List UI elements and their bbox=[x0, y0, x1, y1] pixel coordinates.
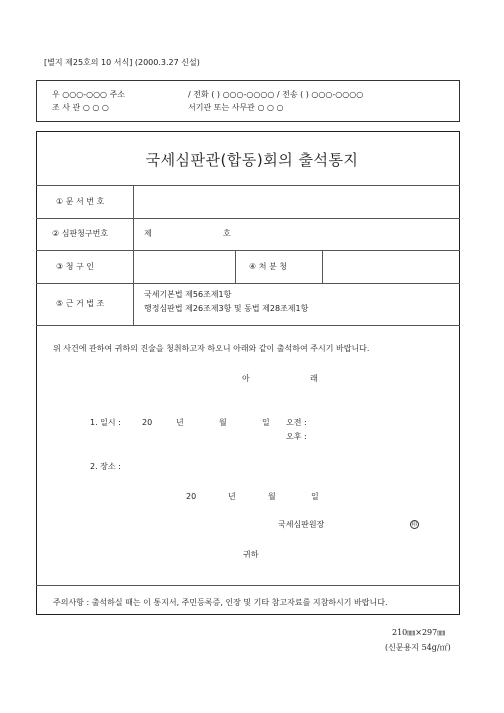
seal-character: 印 bbox=[411, 521, 418, 528]
row-divider bbox=[36, 325, 460, 326]
recipient: 귀하 bbox=[243, 550, 259, 559]
notice-intro: 위 사건에 관하여 귀하의 진술을 청취하고자 하오니 아래와 같이 출석하여 주시기 바랍니다. bbox=[53, 344, 370, 353]
datetime-label: 1. 일시 : bbox=[90, 418, 121, 427]
issue-day: 일 bbox=[311, 492, 319, 501]
sender-address: 우 ○○○-○○○ 주소 bbox=[52, 90, 126, 99]
datetime-day: 일 bbox=[262, 418, 270, 427]
place-label: 2. 장소 : bbox=[90, 462, 121, 471]
below-heading-b: 래 bbox=[310, 374, 318, 383]
disposer-label: ④ 처 분 청 bbox=[249, 262, 287, 271]
row-divider bbox=[36, 218, 460, 219]
sender-box bbox=[36, 80, 460, 122]
legal-basis-label: ⑤ 근 거 법 조 bbox=[56, 299, 105, 308]
issue-year-prefix: 20 bbox=[186, 492, 197, 501]
legal-basis-line1: 국세기본법 제56조제1항 bbox=[144, 290, 232, 299]
cell-divider bbox=[322, 250, 323, 283]
claim-number-label: ② 심판청구번호 bbox=[52, 229, 109, 238]
datetime-year: 년 bbox=[176, 418, 184, 427]
row-divider bbox=[36, 250, 460, 251]
notice-divider bbox=[36, 585, 460, 586]
signer-name: 국세심판원장 bbox=[278, 520, 325, 529]
cell-divider bbox=[235, 250, 236, 283]
legal-basis-line2: 행정심판법 제26조제3항 및 동법 제28조제1항 bbox=[144, 304, 309, 313]
row-divider bbox=[36, 185, 460, 186]
label-column-divider bbox=[133, 185, 134, 325]
paper-spec: (신문용지 54g/㎡) bbox=[385, 643, 451, 652]
datetime-year-prefix: 20 bbox=[142, 418, 153, 427]
claimant-label: ③ 청 구 인 bbox=[56, 262, 94, 271]
caution-notice: 주의사항 : 출석하실 때는 이 통지서, 주민등록증, 인장 및 기타 참고자료를 지참하시기 바랍니다. bbox=[53, 598, 388, 607]
datetime-month: 월 bbox=[219, 418, 227, 427]
claim-number-prefix: 제 bbox=[144, 229, 152, 238]
sender-officer: 서기관 또는 사무관 ○ ○ ○ bbox=[188, 103, 284, 112]
below-heading-a: 아 bbox=[242, 374, 250, 383]
row-divider bbox=[36, 283, 460, 284]
issue-month: 월 bbox=[268, 492, 276, 501]
form-title: 국세심판관(합동)회의 출석통지 bbox=[145, 151, 359, 169]
claim-number-suffix: 호 bbox=[223, 229, 231, 238]
datetime-pm: 오후 : bbox=[286, 432, 307, 441]
sender-inspector: 조 사 관 ○ ○ ○ bbox=[52, 103, 109, 112]
sender-contact: / 전화 ( ) ○○○-○○○○ / 전송 ( ) ○○○-○○○○ bbox=[188, 90, 364, 99]
form-reference: [별지 제25호의 10 서식] (2000.3.27 신설) bbox=[44, 58, 200, 67]
paper-size: 210㎜×297㎜ bbox=[392, 628, 446, 637]
doc-number-label: ① 문 서 번 호 bbox=[56, 197, 105, 206]
datetime-am: 오전 : bbox=[286, 418, 307, 427]
issue-year: 년 bbox=[228, 492, 236, 501]
